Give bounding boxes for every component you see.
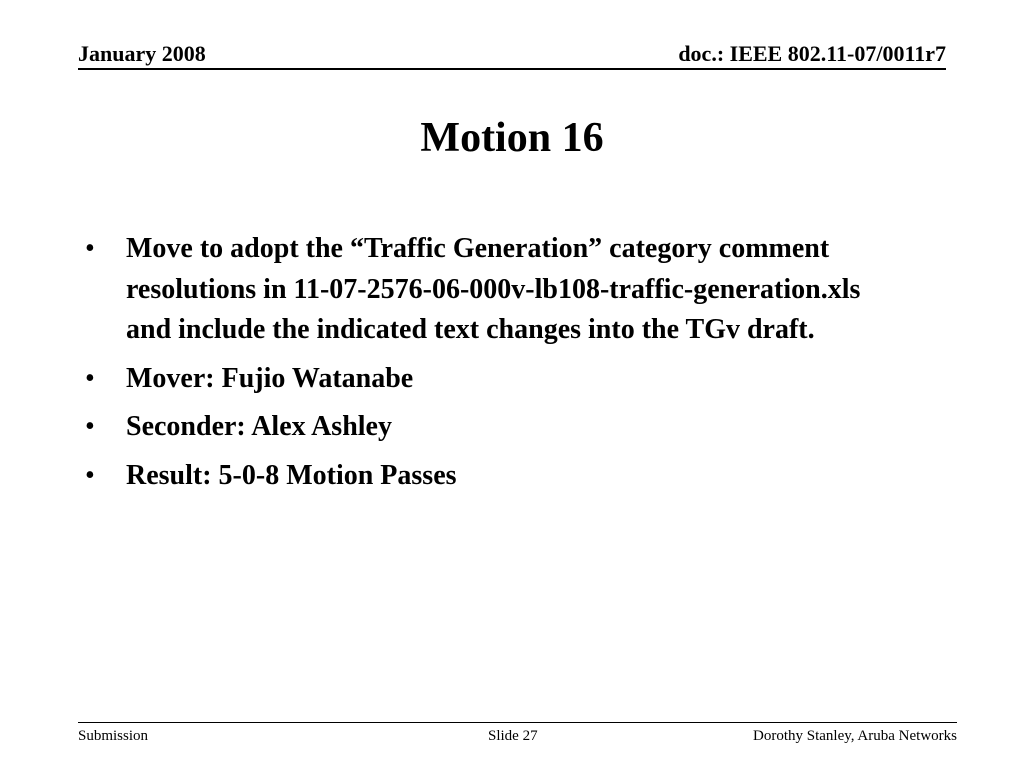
bullet-item: [85, 456, 885, 497]
bullet-item: [85, 229, 885, 351]
bullet-text-motion: Move to adopt the “Traffic Generation” category comment resolutions in 11-07-2576-06-000v-lb108-traffic-generation.xls and include the indicated text changes into the TGv draft.: [126, 233, 861, 345]
bullet-item: [85, 359, 885, 400]
header-doc-id: doc.: IEEE 802.11-07/0011r7: [678, 41, 946, 66]
bullet-item: [85, 407, 885, 448]
slide-header: [78, 40, 946, 70]
footer-slide-number: Slide 27: [488, 728, 538, 744]
bullet-text-result: Result: 5-0-8 Motion Passes: [126, 459, 457, 491]
footer-author: Dorothy Stanley, Aruba Networks: [753, 728, 957, 744]
footer-divider: [78, 722, 957, 723]
footer-submission: Submission: [78, 728, 149, 744]
bullet-text-mover: Mover: Fujio Watanabe: [126, 362, 414, 394]
header-date: January 2008: [78, 41, 206, 66]
bullet-list: [85, 229, 885, 504]
slide-title: Motion 16: [420, 115, 604, 161]
bullet-text-seconder: Seconder: Alex Ashley: [126, 411, 392, 442]
bullet-icon: •: [85, 233, 95, 264]
bullet-icon: •: [85, 362, 95, 394]
bullet-icon: •: [85, 411, 95, 442]
bullet-icon: •: [85, 459, 95, 491]
